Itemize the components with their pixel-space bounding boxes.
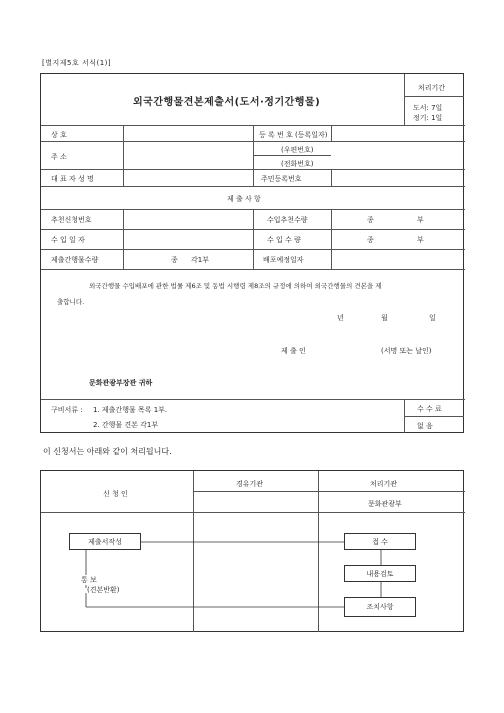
label-trade-name: 상 호: [51, 131, 67, 139]
label-import-rec-qty: 수입추천수량: [267, 216, 308, 224]
submitter-label: 제 출 인: [281, 347, 306, 355]
step-write-submission: [69, 533, 141, 550]
label-rep-name: 대 표 자 성 명: [51, 175, 94, 183]
label-rec-apply-no: 추천신청번호: [51, 216, 92, 224]
label-postal: (우편번호): [281, 146, 314, 154]
signature-hint: (서명 또는 날인): [381, 347, 432, 355]
processing-books: 도서: 7일: [413, 104, 443, 112]
label-dist-date: 배포예정일자: [263, 256, 304, 264]
declaration-line-1: 외국간행물 수입배포에 관한 법률 제6조 및 동법 시행령 제8조의 규정에 의하여 외국간행물의 견본을 제: [89, 282, 382, 290]
required-doc-2: 2. 간행물 견본 각1부: [93, 421, 159, 429]
label-reg-no: 등 록 번 호 (등록일자): [259, 131, 328, 139]
sample-copies: 각1부: [191, 256, 209, 264]
step-action: [344, 597, 416, 617]
notify-label: 통 보: [81, 576, 97, 584]
unit-copy-2: 부: [417, 236, 424, 244]
processing-diagram: [40, 470, 464, 632]
unit-kind-1: 종: [367, 216, 374, 224]
step-review-label: 내용검토: [366, 569, 394, 578]
col-applicant: 신 청 인: [103, 490, 128, 498]
col-processing-agency: 처리기관: [370, 480, 398, 488]
step-review: [344, 565, 416, 582]
section-title: 제 출 사 항: [227, 195, 261, 203]
step-receive: [344, 533, 416, 550]
application-form: [40, 73, 464, 433]
label-phone: (전화번호): [281, 160, 314, 168]
date-year: 년: [337, 314, 344, 322]
date-month: 월: [381, 314, 388, 322]
label-import-date: 수 입 일 자: [51, 236, 85, 244]
form-label: [별지제5호 서식(1)]: [42, 59, 112, 67]
date-day: 일: [429, 314, 436, 322]
label-sample-qty: 제출간행물수량: [51, 256, 99, 264]
col-processing-ministry: 문화관광부: [368, 500, 402, 508]
processing-notice: 이 신청서는 아래와 같이 처리됩니다.: [43, 447, 172, 456]
processing-header: 처리기간: [418, 84, 446, 92]
fee-label: 수 수 료: [417, 405, 442, 413]
fee-value: 없 음: [417, 422, 433, 430]
label-address: 주 소: [51, 153, 67, 161]
declaration-line-2: 출합니다.: [57, 298, 85, 306]
addressee: 문화관광부장관 귀하: [89, 379, 153, 387]
label-import-qty: 수 입 수 량: [267, 236, 301, 244]
notify-sub-label: (견본반환): [87, 586, 120, 594]
step-action-label: 조치사항: [366, 603, 394, 611]
unit-copy-1: 부: [417, 216, 424, 224]
col-via-agency: 경유기관: [236, 480, 264, 488]
processing-periodicals: 정기: 1일: [413, 114, 443, 122]
required-doc-1: 1. 제출간행물 목록 1부.: [93, 406, 168, 414]
form-title: 외국간행물견본제출서(도서·정기간행물): [133, 97, 321, 108]
sample-kind: 종: [171, 256, 178, 264]
label-resident-no: 주민등록번호: [261, 175, 302, 183]
docs-label: 구비서류 :: [51, 406, 83, 414]
step-receive-label: 접 수: [372, 537, 388, 546]
unit-kind-2: 종: [367, 236, 374, 244]
step-write-label: 제출서작성: [88, 537, 122, 546]
